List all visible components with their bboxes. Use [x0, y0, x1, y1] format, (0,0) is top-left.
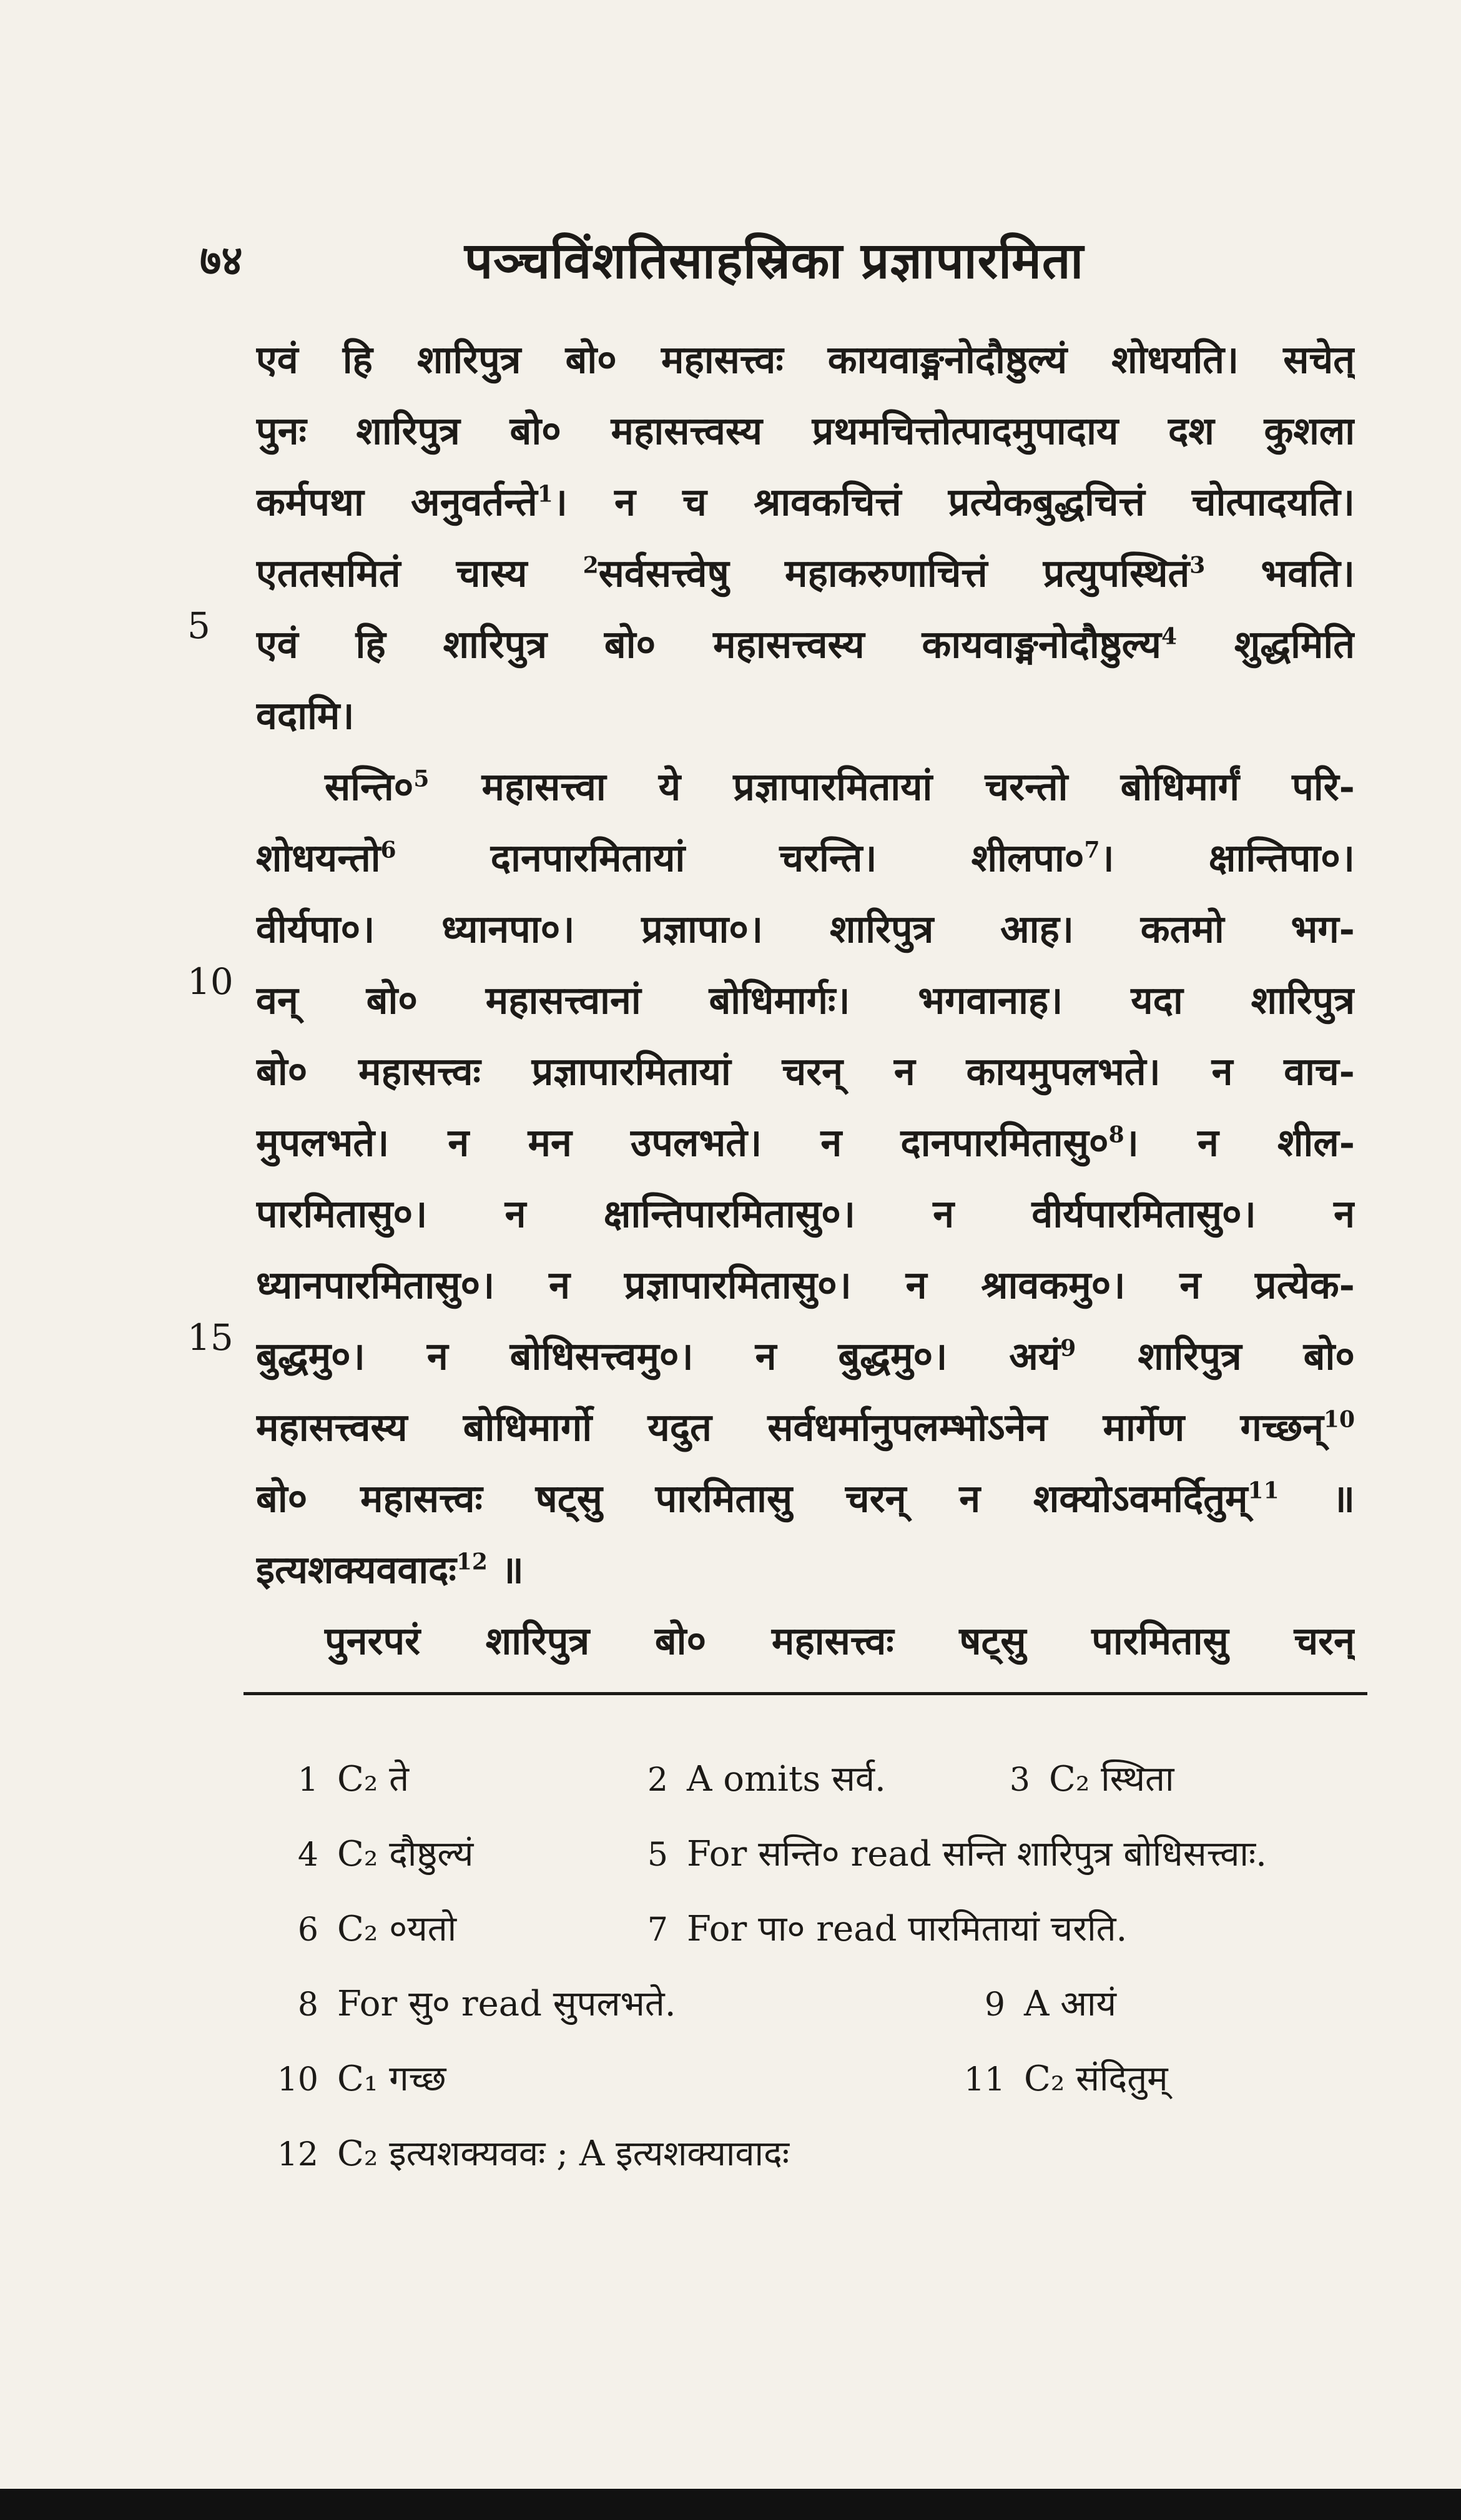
page-header	[200, 225, 1349, 293]
text-line: वीर्यपा०। ध्यानपा०। प्रज्ञापा०। शारिपुत्र आह। कतमो भग-	[256, 907, 1355, 952]
footnote: 1 C₂ ते	[297, 1759, 410, 1799]
text-line: पुनरपरं शारिपुत्र बो० महासत्त्वः षट्सु पारमितासु चरन्	[325, 1619, 1355, 1663]
line-number-5: 5	[187, 604, 210, 647]
text-line: इत्यशक्यववादः$^{12}$ ॥	[256, 1548, 524, 1592]
text-line: मुपलभते। न मन उपलभते। न $दानपारमितासु०^8।$ न शील-	[256, 1121, 1355, 1165]
text-line: बो० महासत्त्वः षट्सु पारमितासु चरन् न शक्योऽवमर्दितुम्$^{11}$ ॥	[256, 1477, 1355, 1521]
text-line: ध्यानपारमितासु०। न प्रज्ञापारमितासु०। न श्रावकमु०। न प्रत्येक-	[256, 1263, 1355, 1307]
text-line: शोधयन्तो$^6$ दानपारमितायां चरन्ति। $शीलपा०^7।$ क्षान्तिपा०।	[256, 836, 1355, 880]
text-line: $सन्ति०^5$ महासत्त्वा ये प्रज्ञापारमितायां चरन्तो बोधिमार्गं परि-	[325, 765, 1355, 809]
footnote: 11 C₂ संदितुम्	[963, 2059, 1168, 2099]
footnote: 2 A omits सर्व.	[647, 1759, 886, 1799]
text-line: वन् बो० महासत्त्वानां बोधिमार्गः। भगवानाह। यदा शारिपुत्र	[256, 978, 1355, 1023]
running-title: पञ्चविंशतिसाहस्रिका प्रज्ञापारमिता	[464, 231, 1085, 290]
footnote: 12 C₂ इत्यशक्यववः ; A इत्यशक्यावादः	[277, 2134, 790, 2174]
footnote: 5 For सन्ति० read सन्ति शारिपुत्र बोधिसत्त्वाः.	[647, 1834, 1267, 1874]
text-line: बुद्धमु०। न बोधिसत्त्वमु०। न बुद्धमु०। अयं$^9$ शारिपुत्र बो०	[256, 1334, 1355, 1379]
footnote-divider	[244, 1692, 1367, 1695]
footnote: 3 C₂ स्थिता	[1009, 1759, 1174, 1799]
text-line: पारमितासु०। न क्षान्तिपारमितासु०। न वीर्यपारमितासु०। न	[256, 1192, 1355, 1236]
footnote: 7 For पा० read पारमितायां चरति.	[647, 1909, 1128, 1949]
scan-edge	[0, 2489, 1461, 2520]
line-number-10: 10	[187, 960, 234, 1003]
footnote: 9 A आयं	[984, 1984, 1116, 2024]
text-line: पुनः शारिपुत्र बो० महासत्त्वस्य प्रथमचित्तोत्पादमुपादाय दश कुशला	[256, 409, 1355, 453]
text-line: महासत्त्वस्य बोधिमार्गो यदुत सर्वधर्मानुपलम्भोऽनेन मार्गेण गच्छन्$^{10}$	[256, 1405, 1355, 1450]
footnote: 8 For सु० read सुपलभते.	[297, 1984, 676, 2024]
text-line: एवं हि शारिपुत्र बो० महासत्त्वः कायवाङ्मनोदौष्ठुल्यं शोधयति। सचेत्	[256, 338, 1355, 382]
text-line: एवं हि शारिपुत्र बो० महासत्त्वस्य कायवाङ्मनोदौष्ठुल्य$^4$ शुद्धमिति	[256, 623, 1355, 667]
text-line: एततसमितं चास्य $^2$सर्वसत्त्वेषु महाकरुणाचित्तं प्रत्युपस्थितं$^3$ भवति।	[256, 551, 1355, 596]
text-line: कर्मपथा अनुवर्तन्ते$^1$। न च श्रावकचित्तं प्रत्येकबुद्धचित्तं चोत्पादयति।	[256, 480, 1355, 524]
page-number: ७४	[200, 236, 243, 285]
footnote: 6 C₂ ०यतो	[297, 1909, 457, 1949]
text-line: वदामि।	[256, 694, 355, 738]
main-text	[256, 325, 1355, 1677]
footnote: 10 C₁ गच्छ	[277, 2059, 446, 2099]
line-number-15: 15	[187, 1316, 234, 1359]
footnote: 4 C₂ दौष्ठुल्यं	[297, 1834, 474, 1874]
text-line: बो० महासत्त्वः प्रज्ञापारमितायां चरन् न कायमुपलभते। न वाच-	[256, 1050, 1355, 1094]
